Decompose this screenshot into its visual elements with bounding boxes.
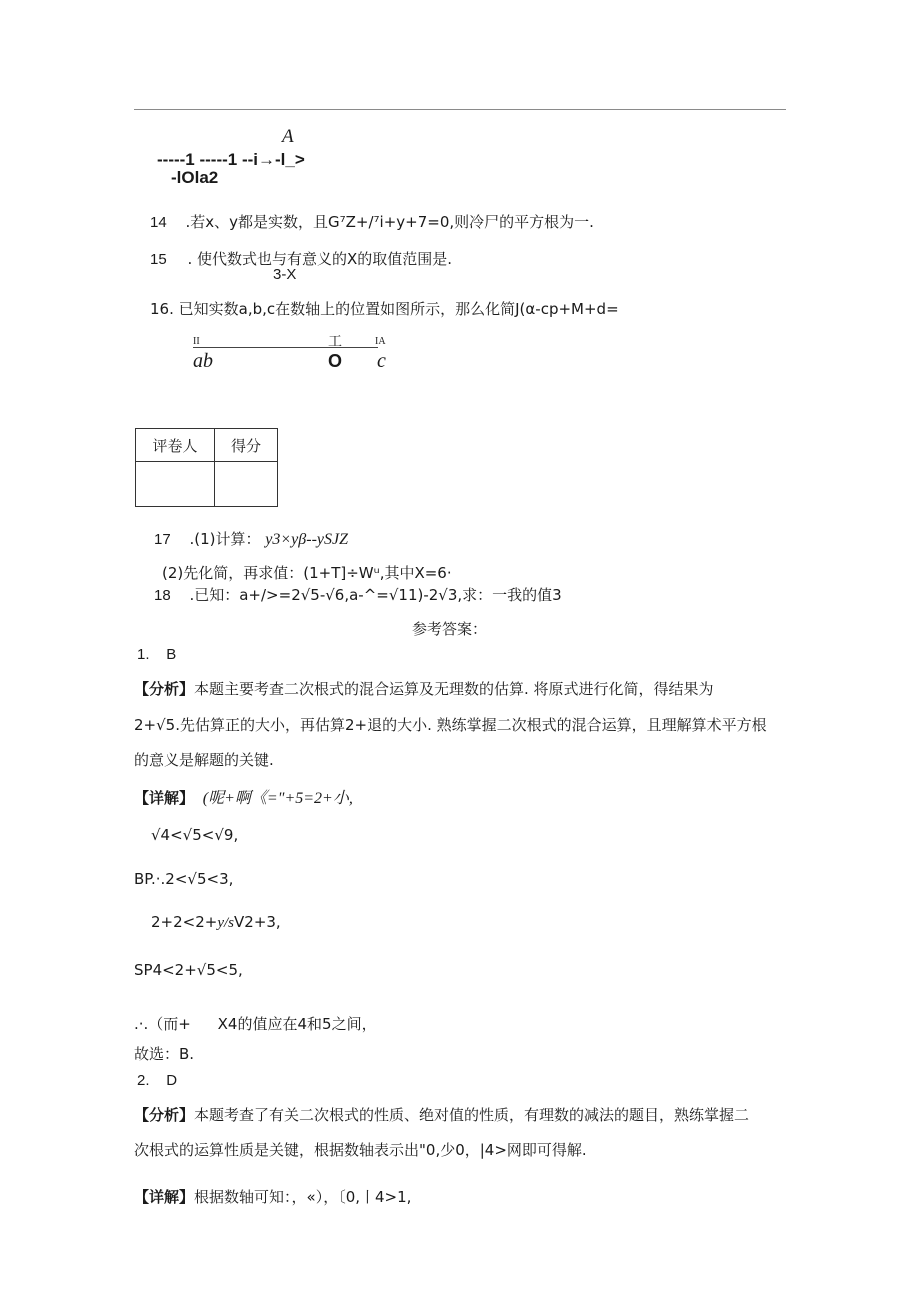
answer-1-step-2: BP.·.2<√5<3, [134,870,234,888]
question-15 [150,248,452,269]
answer-1-step-5 [134,1013,377,1034]
answer-1-detail-tag: 【详解】 [134,789,195,807]
question-14-text: .若x、y都是实数，且G⁷Z+/⁷i+y+7=0,则冷尸的平方根为一. [185,213,594,231]
number-line-tick-right: IA [375,336,386,347]
answer-1-analysis-line-2: 2+√5.先估算正的大小，再估算2+退的大小. 熟练掌握二次根式的混合运算，且理解算术平方根 [134,716,767,734]
question-17-number: 17 [154,531,171,548]
question-18-number: 18 [154,587,171,604]
answer-2-detail-tag: 【详解】 [134,1188,195,1206]
number-line-axis [193,347,378,348]
question-16: 16. 已知实数a,b,c在数轴上的位置如图所示，那么化简J(α-cp+M+d= [150,300,619,318]
question-17-part-1 [154,528,348,549]
score-table-cell-score[interactable] [215,462,278,507]
question-15-text: . 使代数式也与有意义的X的取值范围是. [187,250,453,268]
answer-1-step-3-b: y/s [217,915,235,931]
number-line-label-a: A [282,126,294,147]
answer-1-step-3 [151,913,281,932]
answer-2-analysis-tag: 【分析】 [134,1106,195,1124]
answers-title: 参考答案： [412,620,488,638]
answer-2-detail-text: 根据数轴可知：，«），〔0,丨4>1, [194,1188,412,1206]
answer-1-detail-line [134,785,353,808]
header-rule [134,109,786,110]
score-table [135,428,278,507]
number-line-label-ab: ab [193,350,213,372]
answer-1-analysis-text-1: 本题主要考查二次根式的混合运算及无理数的估算. 将原式进行化简，得结果为 [194,680,714,698]
number-line-tick-mid: 工 [328,334,342,350]
answer-1-number: 1. [137,646,150,663]
answer-1 [137,645,176,663]
answer-1-step-5-a: .·.（而+ [134,1015,191,1033]
number-line-tick-left: II [193,336,200,347]
question-14 [150,211,594,232]
answer-1-conclusion: 故选：B. [134,1045,195,1063]
question-17-part-1-expression: y3×yβ--ySJZ [265,531,349,548]
question-18 [154,584,562,605]
question-15-number: 15 [150,251,167,268]
question-14-number: 14 [150,214,167,231]
number-line-label-c: c [377,350,386,372]
answer-1-choice: B [166,646,177,663]
answer-2-analysis-line-1 [134,1104,749,1125]
number-line-below-labels: -lOla2 [171,168,219,187]
answer-2-analysis-text-1: 本题考查了有关二次根式的性质、绝对值的性质，有理数的减法的题目，熟练掌握二 [194,1106,750,1124]
answer-1-detail-expression: (呢+啊《="+5=2+小, [202,790,353,807]
score-table-cell-grader[interactable] [136,462,215,507]
answer-1-step-5-b: X4的值应在4和5之间， [217,1015,377,1033]
answer-1-step-1: √4<√5<√9, [151,826,239,844]
number-line-top: -----1 -----1 --i→-l_> [157,150,305,169]
answer-1-analysis-tag: 【分析】 [134,680,195,698]
number-line-label-o: O [328,351,343,371]
answer-2 [137,1071,177,1089]
question-15-denominator: 3-X [273,266,297,283]
question-17-part-1-prefix: .(1)计算： [189,530,261,548]
answer-2-detail-line [134,1186,411,1207]
answer-2-analysis-line-2: 次根式的运算性质是关键，根据数轴表示出"0,少0，|4>网即可得解. [134,1141,587,1159]
answer-2-number: 2. [137,1072,150,1089]
answer-1-step-3-c: V2+3, [234,913,281,931]
answer-1-step-4: SP4<2+√5<5, [134,961,243,979]
answer-2-choice: D [166,1072,178,1089]
answer-1-step-3-a: 2+2<2+ [151,913,218,931]
answer-1-analysis-line-3: 的意义是解题的关键. [134,751,274,769]
score-table-header-score: 得分 [215,429,278,462]
question-18-text: .已知：a+/>=2√5-√6,a-^=√11)-2√3,求：一我的值3 [189,586,562,604]
score-table-header-grader: 评卷人 [136,429,215,462]
question-17-part-2: (2)先化简，再求值：(1+T]÷Wᵘ,其中X=6· [162,564,452,582]
answer-1-analysis-line-1 [134,678,714,699]
